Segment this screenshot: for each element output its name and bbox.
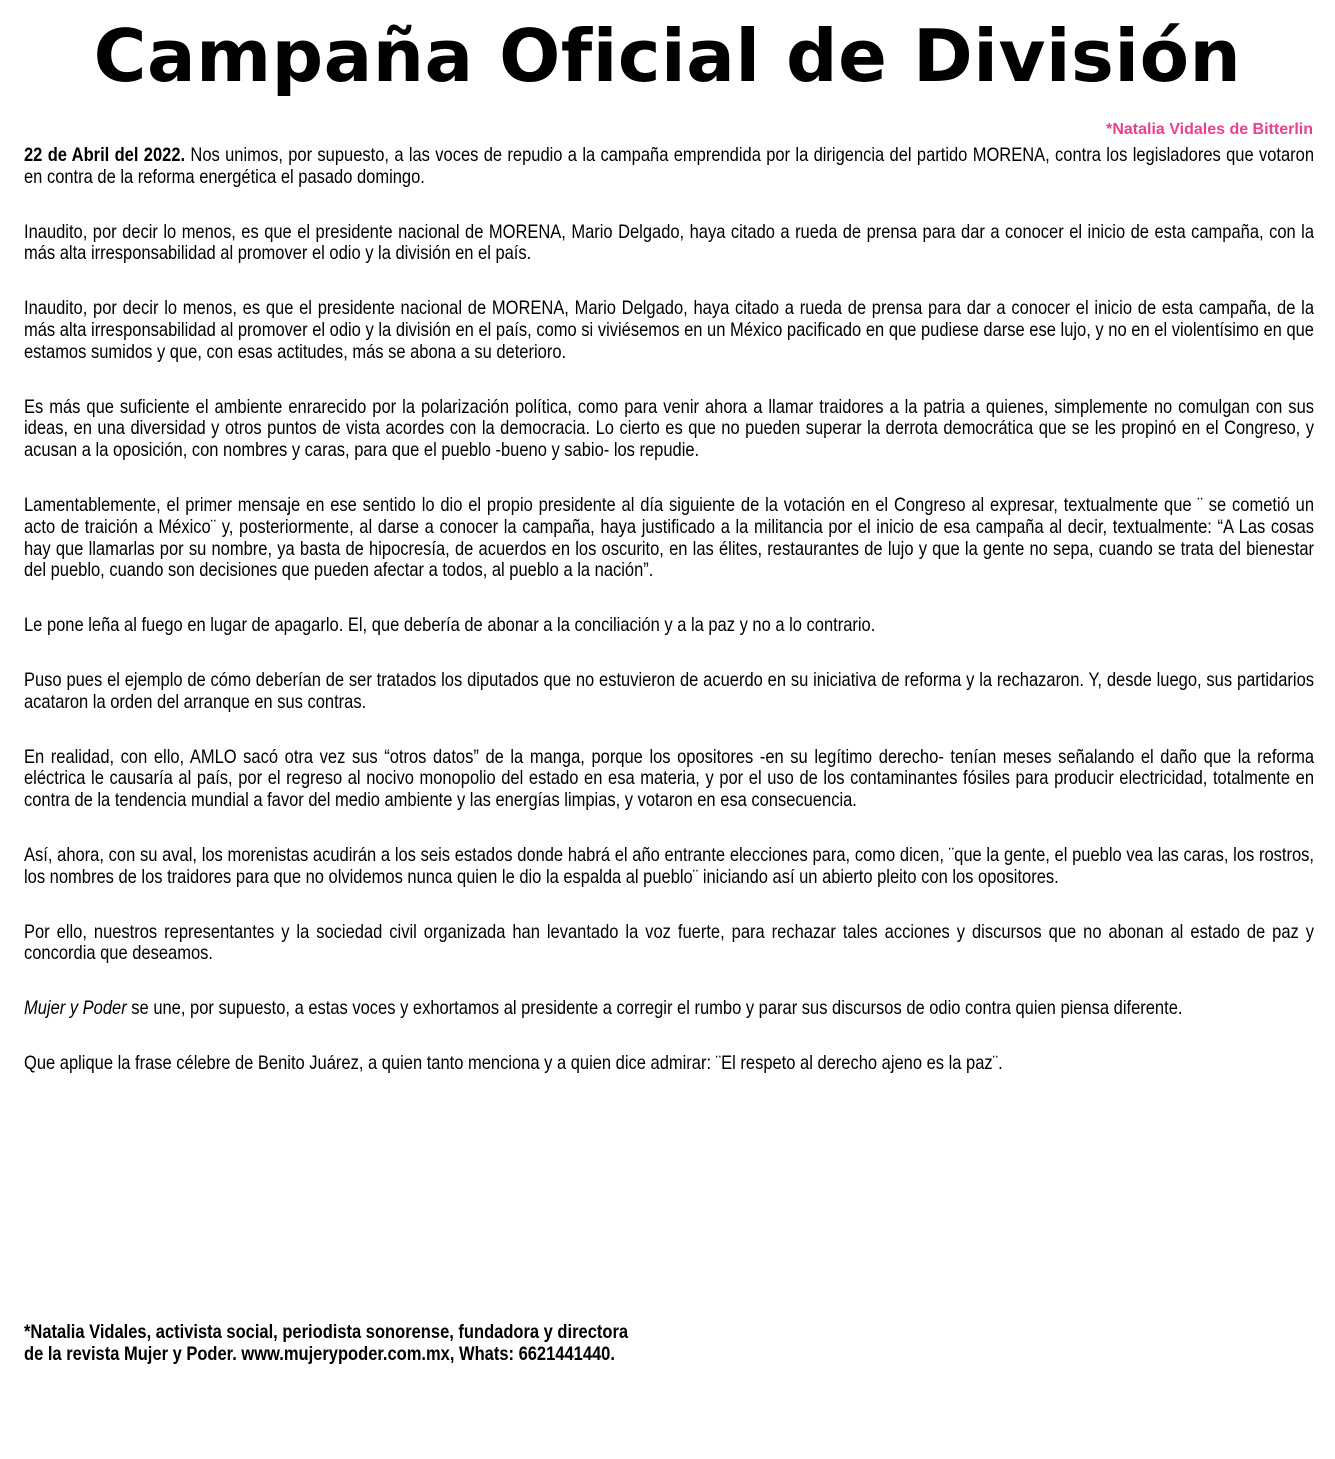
author-signature (24, 1322, 628, 1366)
magazine-name: Mujer y Poder (24, 998, 127, 1020)
paragraph: Le pone leña al fuego en lugar de apagarlo. El, que debería de abonar a la conciliación y a la paz y no a lo contrario. (24, 615, 876, 637)
paragraph: Que aplique la frase célebre de Benito Juárez, a quien tanto menciona y a quien dice admirar: ¨El respeto al derecho ajeno es la paz¨. (24, 1052, 1003, 1074)
paragraph: Es más que suficiente el ambiente enrarecido por la polarización política, como para venir ahora a llamar traidores a la patria a quienes, simplemente no comulgan con sus ideas, en una diversidad y otros puntos de vista acordes con la democracia. Lo cierto es que no pueden superar la derrota democrática que se les propinó en el Congreso, y acusan a la oposición, con nombres y caras, para que el pueblo -bueno y sabio- los repudie. (24, 396, 1314, 462)
article-body (24, 145, 1314, 1108)
paragraph (24, 998, 1314, 1020)
paragraph: Puso pues el ejemplo de cómo deberían de ser tratados los diputados que no estuvieron de acuerdo en su iniciativa de reforma y la rechazaron. Y, desde luego, sus partidarios acataron la orden del arranque en sus contras. (24, 669, 1314, 713)
paragraph (24, 145, 1314, 189)
paragraph: Inaudito, por decir lo menos, es que el presidente nacional de MORENA, Mario Delgado, haya citado a rueda de prensa para dar a conocer el inicio de esta campaña, de la más alta irresponsabilidad al promover el odio y la división en el país, como si viviésemos en un México pacificado en que pudiese darse ese lujo, y no en el violentísimo en que estamos sumidos y que, con esas actitudes, más se abona a su deterioro. (24, 298, 1314, 363)
paragraph: Por ello, nuestros representantes y la sociedad civil organizada han levantado la voz fuerte, para rechazar tales acciones y discursos que no abonan al estado de paz y concordia que deseamos. (24, 921, 1314, 965)
paragraph-text: Nos unimos, por supuesto, a las voces de repudio a la campaña emprendida por la dirigencia del partido MORENA, contra los legisladores que votaron en contra de la reforma energética el pasado domingo. (24, 145, 1314, 188)
article-title: Campaña Oficial de División (93, 14, 1242, 98)
dateline: 22 de Abril del 2022. (24, 145, 186, 166)
paragraph: Así, ahora, con su aval, los morenistas acudirán a los seis estados donde habrá el año entrante elecciones para, como dicen, ¨que la gente, el pueblo vea las caras, los rostros, los nombres de los traidores para que no olvidemos nunca quien le dio la espalda al pueblo¨ iniciando así un abierto pleito con los opositores. (24, 844, 1314, 888)
paragraph-text: se une, por supuesto, a estas voces y exhortamos al presidente a corregir el rumbo y parar sus discursos de odio contra quien piensa diferente. (126, 998, 1183, 1020)
paragraph: Lamentablemente, el primer mensaje en ese sentido lo dio el propio presidente al día siguiente de la votación en el Congreso al expresar, textualmente que ¨ se cometió un acto de traición a México¨ y, posteriormente, al darse a conocer la campaña, haya justificado a la militancia por el inicio de esa campaña al decir, textualmente: “A Las cosas hay que llamarlas por su nombre, ya basta de hipocresía, de acuerdos en los oscurito, en las élites, restaurantes de lujo y que la gente no sepa, cuando se trata del bienestar del pueblo, cuando son decisiones que pueden afectar a todos, al pueblo a la nación”. (24, 494, 1314, 582)
signature-line: de la revista Mujer y Poder. www.mujerypoder.com.mx, Whats: 6621441440. (24, 1343, 615, 1365)
author-byline: *Natalia Vidales de Bitterlin (1106, 121, 1313, 138)
paragraph: En realidad, con ello, AMLO sacó otra vez sus “otros datos” de la manga, porque los opositores -en su legítimo derecho- tenían meses señalando el daño que la reforma eléctrica le causaría al país, por el regreso al nocivo monopolio del estado en esa materia, y por el uso de los contaminantes fósiles para producir electricidad, totalmente en contra de la tendencia mundial a favor del medio ambiente y las energías limpias, y votaron en esa consecuencia. (24, 746, 1314, 812)
signature-line: *Natalia Vidales, activista social, periodista sonorense, fundadora y directora (24, 1322, 629, 1343)
paragraph: Inaudito, por decir lo menos, es que el presidente nacional de MORENA, Mario Delgado, haya citado a rueda de prensa para dar a conocer el inicio de esta campaña, con la más alta irresponsabilidad al promover el odio y la división en el país. (24, 221, 1314, 265)
